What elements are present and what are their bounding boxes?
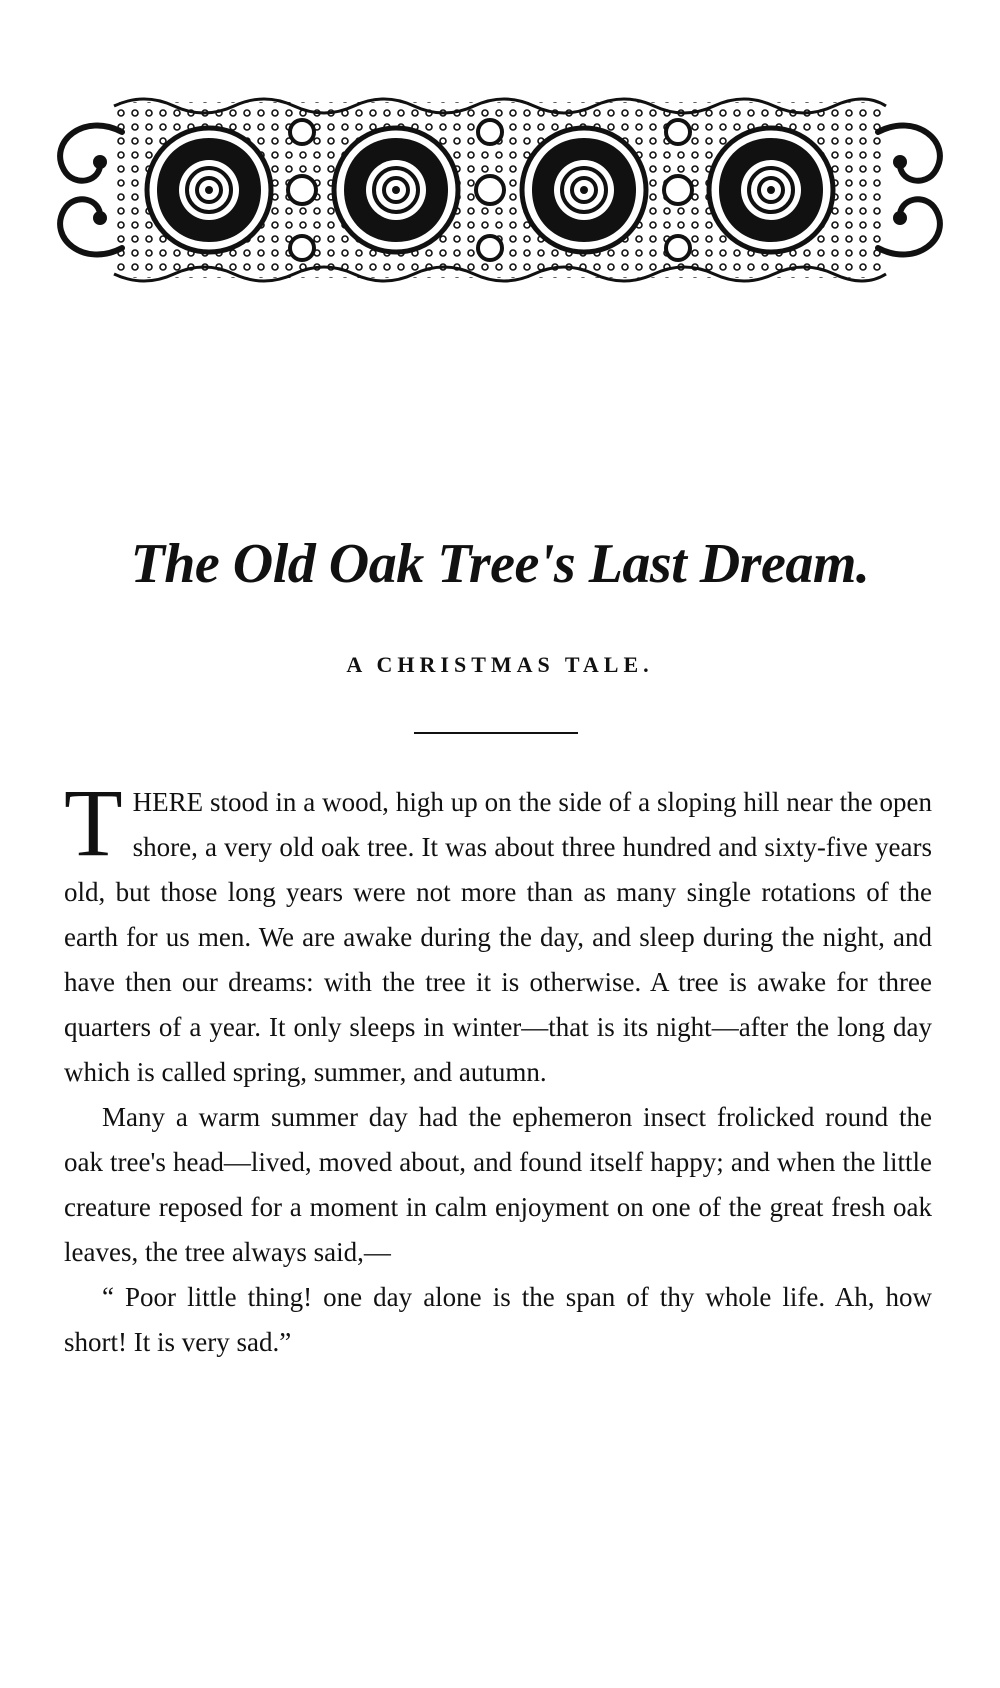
chapter-title: The Old Oak Tree's Last Dream.	[130, 533, 870, 595]
paragraph-3: “ Poor little thing! one day alone is the span of thy whole life. Ah, how short! It is very sad.”	[64, 1282, 932, 1357]
paragraph-1	[64, 769, 932, 1095]
section-divider	[414, 732, 578, 734]
story-text	[64, 769, 932, 1365]
chapter-subtitle: A CHRISTMAS TALE.	[346, 652, 654, 677]
paragraph-1-text: HERE stood in a wood, high up on the side of a sloping hill near the open shore, a very old oak tree. It was about three hundred and sixty-five years old, but those long years were not more than as many single rotations of the earth for us men. We are awake during the day, and sleep during the night, and have then our dreams: with the tree it is otherwise. A tree is awake for three quarters of a year. It only sleeps in winter—that is its night—after the long day which is called spring, summer, and autumn.	[64, 787, 932, 1087]
floral-ornament-icon	[44, 92, 956, 288]
paragraph-2: Many a warm summer day had the ephemeron insect frolicked round the oak tree's head—lived, moved about, and found itself happy; and when the little creature reposed for a moment in calm enjoyment on one of the great fresh oak leaves, the tree always said,—	[64, 1102, 932, 1267]
drop-cap: T	[64, 769, 123, 876]
